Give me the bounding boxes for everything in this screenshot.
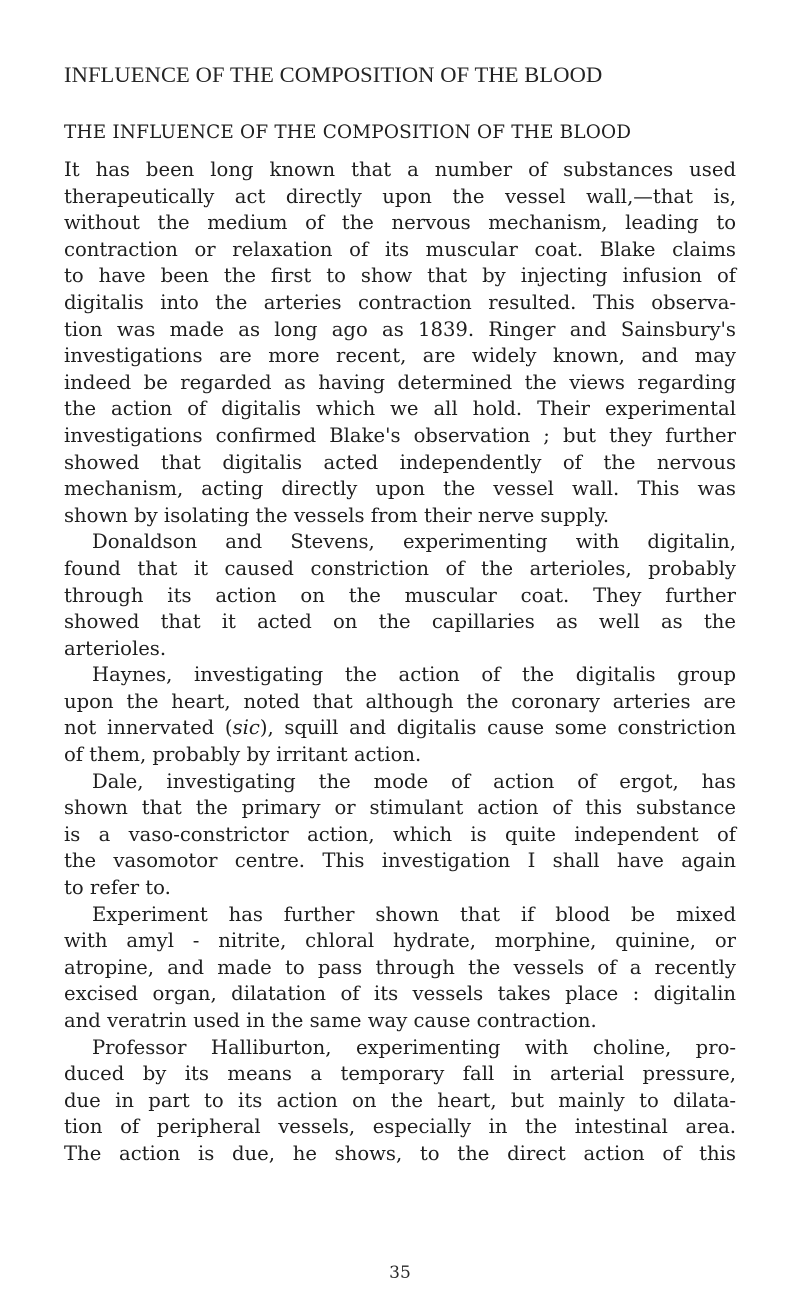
text-line: to have been the first to show that by injecting infusion of [64, 264, 736, 288]
text-line: duced by its means a temporary fall in arterial pressure, [64, 1062, 736, 1086]
text-line: to refer to. [64, 876, 171, 900]
text-line: and veratrin used in the same way cause contraction. [64, 1009, 597, 1032]
text-line: investigations are more recent, are widely known, and may [64, 344, 736, 368]
text-line: indeed be regarded as having determined the views regarding [64, 370, 736, 394]
text-line: investigations confirmed Blake's observation ; but they further [64, 423, 736, 447]
text-line: tion was made as long ago as 1839. Ringer and Sainsbury's [64, 317, 736, 341]
text-line: digitalis into the arteries contraction resulted. This observa- [64, 290, 736, 314]
text-line: mechanism, acting directly upon the vessel wall. This was [64, 477, 736, 501]
text-line: due in part to its action on the heart, but mainly to dilata- [64, 1088, 736, 1112]
text-line: showed that it acted on the capillaries as well as the [64, 610, 736, 634]
text-line: through its action on the muscular coat. They further [64, 583, 736, 607]
text-line: the vasomotor centre. This investigation I shall have again [64, 849, 736, 873]
text-line: atropine, and made to pass through the vessels of a recently [64, 955, 736, 979]
text-line: shown that the primary or stimulant action of this substance [64, 796, 736, 820]
text-line: shown by isolating the vessels from their nerve supply. [64, 503, 610, 527]
text-line: contraction or relaxation of its muscular coat. Blake claims [64, 237, 736, 261]
text-line: excised organ, dilatation of its vessels takes place : digitalin [64, 982, 736, 1006]
text-line: arterioles. [64, 636, 167, 660]
text-line: of them, probably by irritant action. [64, 743, 422, 767]
text-line: is a vaso-constrictor action, which is quite independent of [64, 822, 736, 846]
text-line: Dale, investigating the mode of action of ergot, has [92, 769, 736, 793]
text-line: without the medium of the nervous mechanism, leading to [64, 211, 736, 235]
text-line: Haynes, investigating the action of the digitalis group [92, 663, 736, 687]
running-head: INFLUENCE OF THE COMPOSITION OF THE BLOOD [64, 62, 603, 87]
text-line: Professor Halliburton, experimenting with choline, pro- [92, 1035, 736, 1059]
text-line: therapeutically act directly upon the vessel wall,—that is, [64, 184, 736, 208]
page-number: 35 [389, 1263, 411, 1283]
text-line: found that it caused constriction of the arterioles, probably [64, 556, 736, 580]
text-line: Experiment has further shown that if blood be mixed [92, 902, 736, 926]
section-title: THE INFLUENCE OF THE COMPOSITION OF THE BLOOD [64, 122, 632, 143]
text-line: The action is due, he shows, to the direct action of this [64, 1141, 736, 1165]
text-line: the action of digitalis which we all hold. Their experimental [64, 397, 736, 421]
text-line: upon the heart, noted that although the coronary arteries are [64, 689, 736, 713]
text-line: showed that digitalis acted independently of the nervous [64, 450, 736, 474]
body-text [64, 157, 736, 1168]
text-line: Donaldson and Stevens, experimenting with digitalin, [92, 530, 736, 554]
text-line: tion of peripheral vessels, especially in the intestinal area. [64, 1115, 736, 1139]
text-line: with amyl - nitrite, chloral hydrate, morphine, quinine, or [64, 929, 736, 953]
text-line: It has been long known that a number of substances used [64, 158, 736, 181]
text-line: not innervated (sic), squill and digitalis cause some constriction [64, 716, 736, 740]
